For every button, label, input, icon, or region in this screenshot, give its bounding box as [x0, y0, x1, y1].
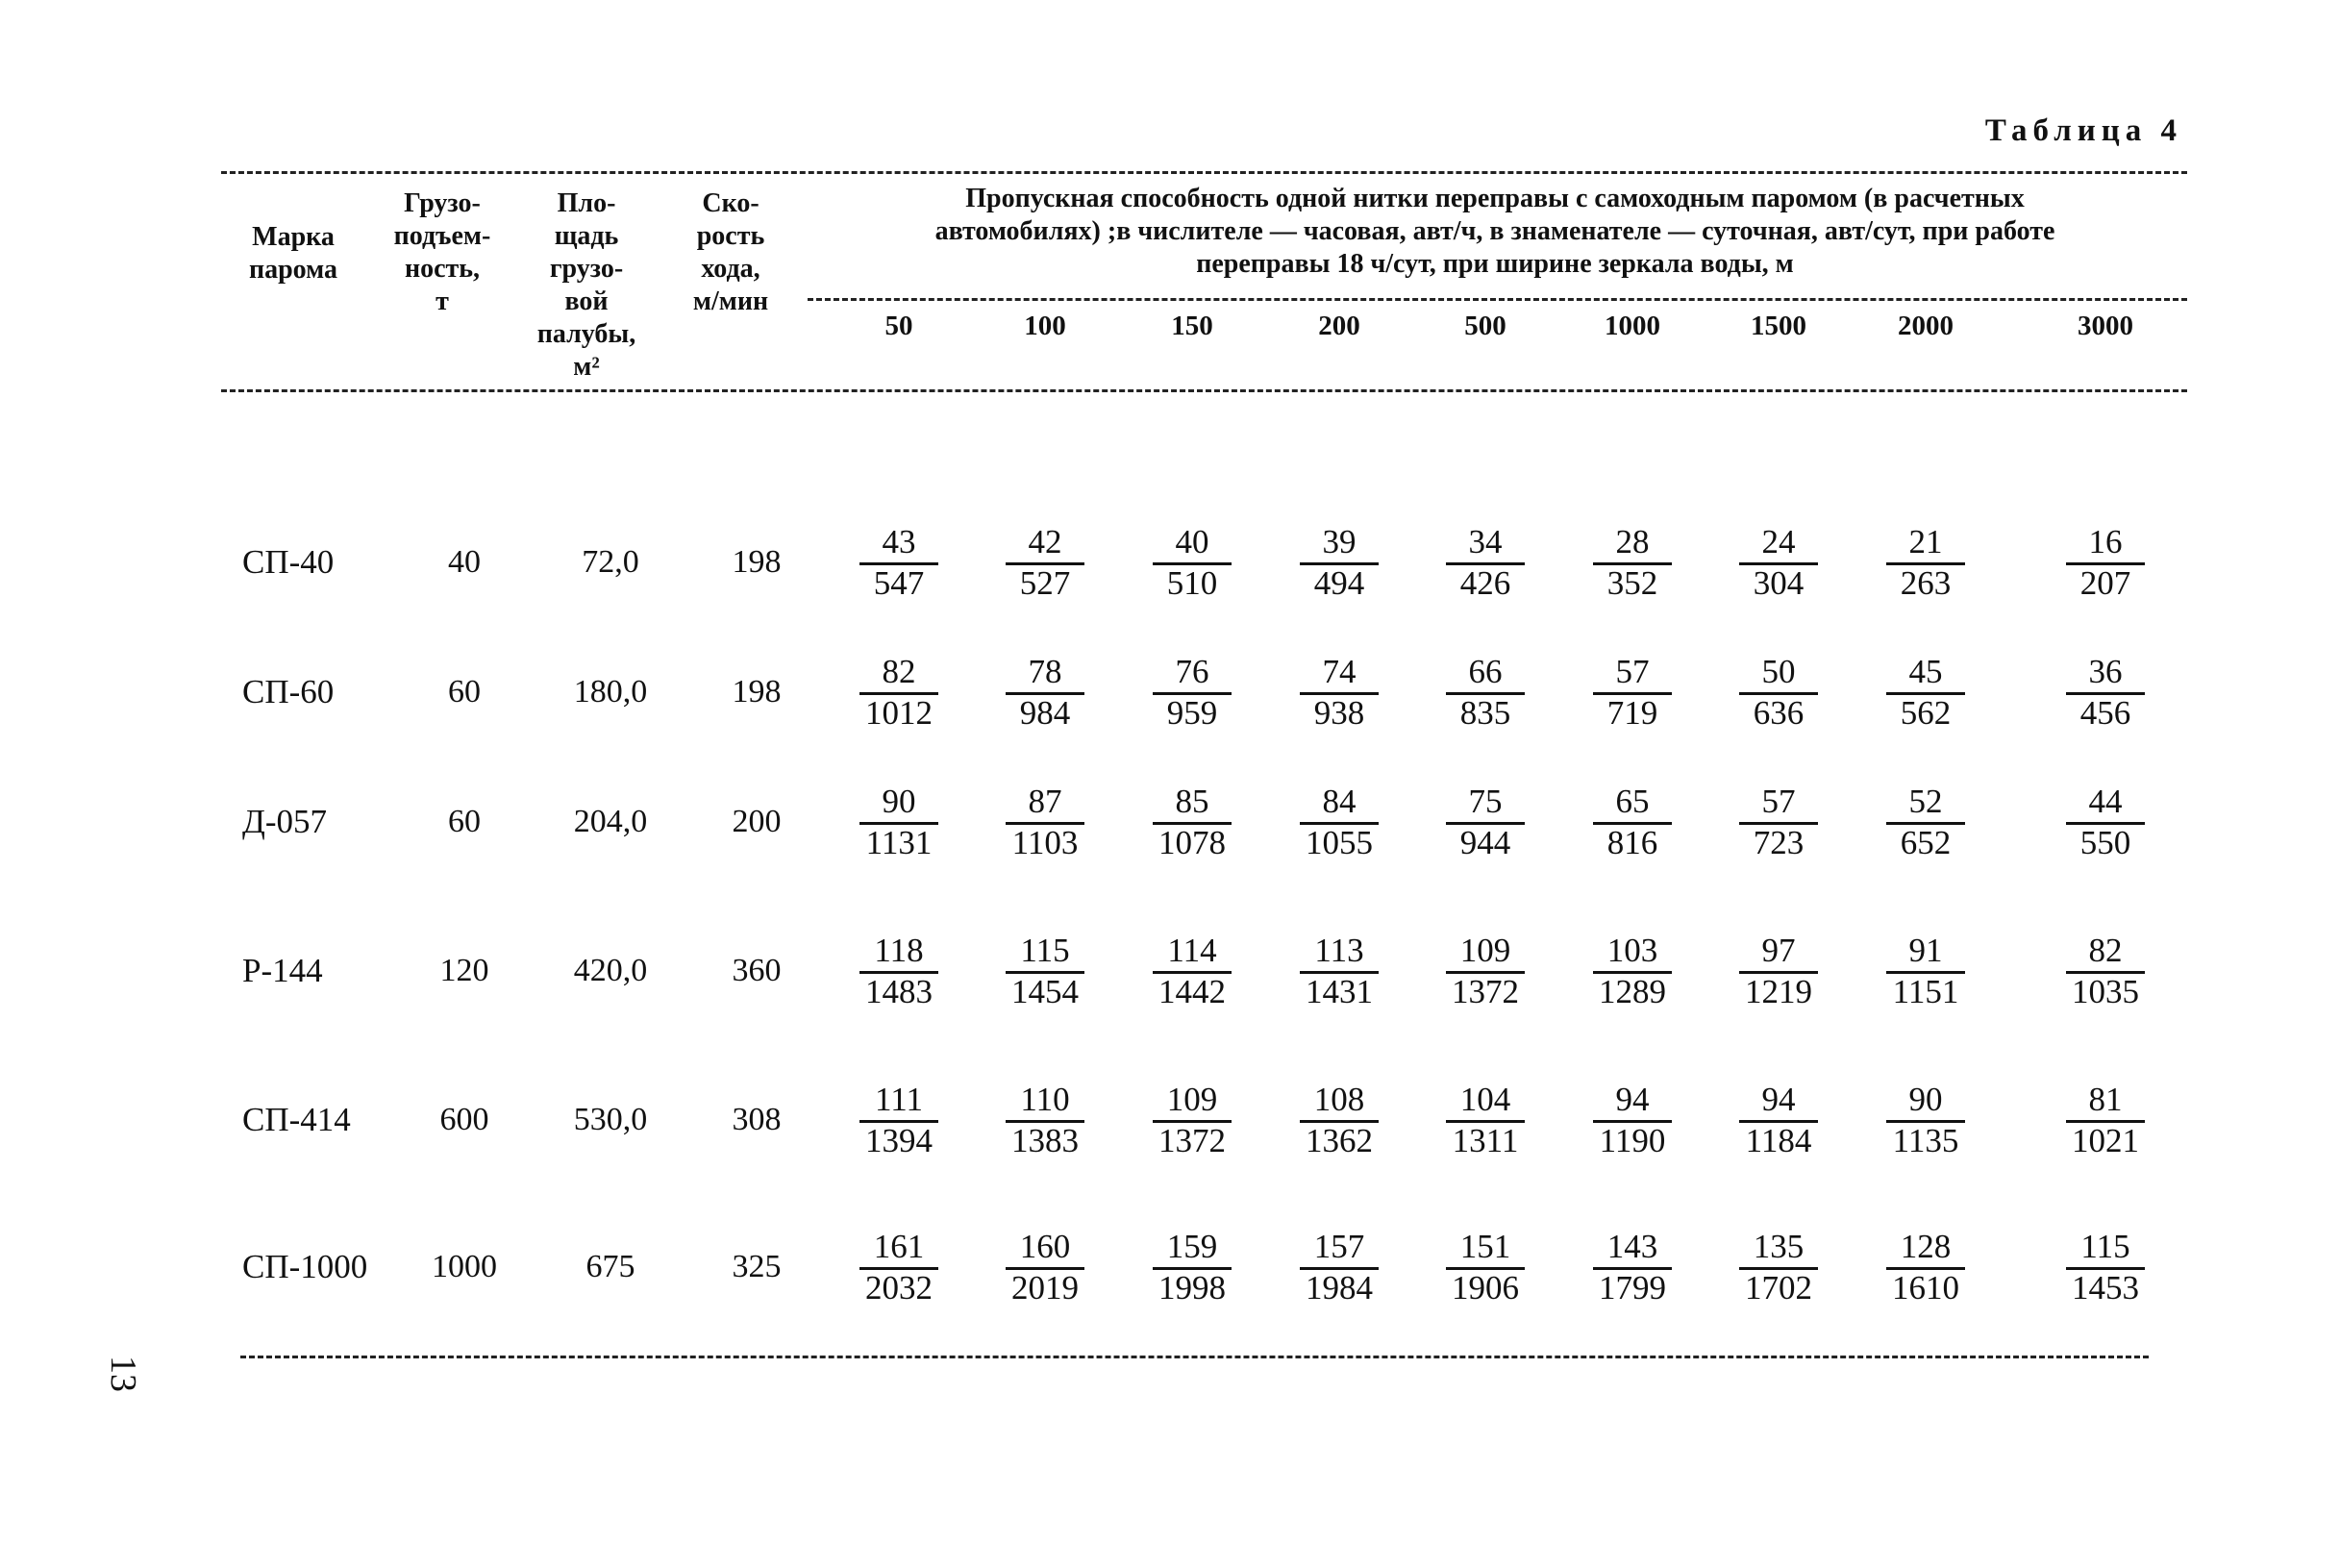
row-brand: Д-057	[242, 803, 328, 840]
width-header: 50	[884, 311, 913, 341]
hourly-value: 52	[1908, 783, 1943, 820]
throughput-fraction	[1272, 784, 1406, 861]
hourly-value: 135	[1753, 1228, 1805, 1265]
throughput-fraction	[978, 524, 1112, 602]
header-deck-area-line: грузо-	[549, 254, 624, 284]
row-speed: 325	[732, 1249, 782, 1284]
throughput-fraction	[1418, 524, 1553, 602]
daily-value: 719	[1593, 692, 1672, 732]
hourly-value: 82	[2088, 932, 2123, 969]
daily-value: 304	[1739, 562, 1818, 602]
daily-value: 1012	[859, 692, 938, 732]
header-brand-line: Марка	[252, 222, 335, 252]
hourly-value: 115	[2080, 1228, 2130, 1265]
hourly-value: 90	[1908, 1081, 1943, 1118]
throughput-fraction	[1565, 933, 1700, 1010]
row-speed: 360	[732, 953, 782, 988]
daily-value: 1394	[859, 1120, 938, 1159]
header-deck-area-line: палубы,	[536, 319, 636, 349]
daily-value: 1984	[1300, 1267, 1379, 1307]
hourly-value: 90	[882, 783, 916, 820]
daily-value: 944	[1446, 822, 1525, 861]
throughput-fraction	[1858, 1229, 1993, 1307]
header-sub-rule	[808, 298, 2187, 301]
throughput-fraction	[1125, 933, 1259, 1010]
daily-value: 1372	[1153, 1120, 1232, 1159]
width-header: 3000	[2078, 311, 2133, 341]
daily-value: 1372	[1446, 971, 1525, 1010]
daily-value: 527	[1006, 562, 1084, 602]
header-capacity-line: т	[436, 286, 449, 316]
row-brand: Р-144	[242, 952, 323, 989]
hourly-value: 45	[1908, 653, 1943, 690]
hourly-value: 43	[882, 523, 916, 560]
throughput-fraction	[1711, 1082, 1846, 1159]
daily-value: 510	[1153, 562, 1232, 602]
throughput-fraction	[978, 654, 1112, 732]
throughput-fraction	[1565, 1082, 1700, 1159]
hourly-value: 157	[1313, 1228, 1365, 1265]
daily-value: 1289	[1593, 971, 1672, 1010]
hourly-value: 85	[1175, 783, 1209, 820]
daily-value: 1311	[1446, 1120, 1525, 1159]
hourly-value: 40	[1175, 523, 1209, 560]
hourly-value: 97	[1761, 932, 1796, 969]
header-capacity-line: подъем-	[393, 221, 491, 251]
hourly-value: 34	[1468, 523, 1503, 560]
hourly-value: 57	[1615, 653, 1650, 690]
daily-value: 562	[1886, 692, 1965, 732]
throughput-fraction	[1711, 933, 1846, 1010]
daily-value: 207	[2066, 562, 2145, 602]
daily-value: 984	[1006, 692, 1084, 732]
width-header: 1000	[1605, 311, 1660, 341]
daily-value: 1610	[1886, 1267, 1965, 1307]
daily-value: 1021	[2066, 1120, 2145, 1159]
daily-value: 1702	[1739, 1267, 1818, 1307]
daily-value: 1906	[1446, 1267, 1525, 1307]
hourly-value: 115	[1020, 932, 1070, 969]
width-header: 100	[1024, 311, 1066, 341]
header-deck-area-line: м²	[573, 352, 600, 382]
header-throughput-line: автомобилях) ;в числителе — часовая, авт/ч, в знаменателе — суточная, авт/сут, при работе	[934, 216, 2055, 246]
daily-value: 1103	[1006, 822, 1084, 861]
throughput-fraction	[2038, 524, 2173, 602]
row-capacity: 60	[448, 804, 481, 839]
throughput-fraction	[832, 1229, 966, 1307]
hourly-value: 50	[1761, 653, 1796, 690]
throughput-fraction	[1272, 1229, 1406, 1307]
throughput-fraction	[832, 933, 966, 1010]
throughput-fraction	[1272, 654, 1406, 732]
hourly-value: 44	[2088, 783, 2123, 820]
hourly-value: 113	[1314, 932, 1364, 969]
throughput-fraction	[1565, 784, 1700, 861]
daily-value: 352	[1593, 562, 1672, 602]
hourly-value: 109	[1459, 932, 1511, 969]
hourly-value: 78	[1028, 653, 1062, 690]
row-area: 420,0	[573, 953, 648, 988]
daily-value: 1453	[2066, 1267, 2145, 1307]
row-brand: СП-414	[242, 1101, 351, 1138]
header-speed-line: м/мин	[692, 286, 769, 316]
daily-value: 959	[1153, 692, 1232, 732]
throughput-fraction	[978, 933, 1112, 1010]
daily-value: 636	[1739, 692, 1818, 732]
table-label: Таблица 4	[1984, 113, 2182, 148]
hourly-value: 109	[1166, 1081, 1218, 1118]
daily-value: 816	[1593, 822, 1672, 861]
throughput-fraction	[1858, 933, 1993, 1010]
row-speed: 308	[732, 1102, 782, 1137]
row-brand: СП-40	[242, 543, 335, 581]
throughput-fraction	[832, 524, 966, 602]
daily-value: 1131	[859, 822, 938, 861]
row-area: 530,0	[573, 1102, 648, 1137]
daily-value: 1442	[1153, 971, 1232, 1010]
throughput-fraction	[1272, 524, 1406, 602]
header-brand-line: парома	[248, 255, 338, 285]
daily-value: 1454	[1006, 971, 1084, 1010]
throughput-fraction	[1858, 1082, 1993, 1159]
hourly-value: 151	[1459, 1228, 1511, 1265]
header-throughput-line: переправы 18 ч/сут, при ширине зеркала воды, м	[1196, 249, 1794, 279]
hourly-value: 66	[1468, 653, 1503, 690]
header-deck-area-line: Пло-	[557, 188, 616, 218]
throughput-fraction	[2038, 654, 2173, 732]
throughput-fraction	[1272, 933, 1406, 1010]
hourly-value: 16	[2088, 523, 2123, 560]
throughput-fraction	[2038, 784, 2173, 861]
daily-value: 2019	[1006, 1267, 1084, 1307]
header-throughput	[803, 183, 2187, 281]
header-speed-line: Ско-	[702, 188, 759, 218]
hourly-value: 103	[1606, 932, 1658, 969]
hourly-value: 94	[1615, 1081, 1650, 1118]
hourly-value: 94	[1761, 1081, 1796, 1118]
width-header: 1500	[1751, 311, 1806, 341]
hourly-value: 128	[1900, 1228, 1952, 1265]
header-deck-area-line: щадь	[554, 221, 619, 251]
daily-value: 547	[859, 562, 938, 602]
throughput-fraction	[978, 1082, 1112, 1159]
daily-value: 550	[2066, 822, 2145, 861]
header-bottom-rule	[221, 389, 2187, 392]
header-speed	[673, 187, 788, 318]
daily-value: 835	[1446, 692, 1525, 732]
header-capacity	[380, 187, 505, 318]
throughput-fraction	[832, 1082, 966, 1159]
hourly-value: 118	[874, 932, 924, 969]
daily-value: 1431	[1300, 971, 1379, 1010]
throughput-fraction	[1858, 524, 1993, 602]
daily-value: 1055	[1300, 822, 1379, 861]
hourly-value: 76	[1175, 653, 1209, 690]
throughput-fraction	[1418, 1229, 1553, 1307]
width-header: 2000	[1898, 311, 1954, 341]
daily-value: 1078	[1153, 822, 1232, 861]
hourly-value: 21	[1908, 523, 1943, 560]
header-deck-area-line: вой	[564, 286, 609, 316]
table-bottom-rule	[240, 1356, 2149, 1358]
throughput-fraction	[978, 1229, 1112, 1307]
hourly-value: 36	[2088, 653, 2123, 690]
row-area: 675	[585, 1249, 635, 1284]
hourly-value: 65	[1615, 783, 1650, 820]
width-header: 500	[1464, 311, 1506, 341]
top-rule	[221, 171, 2187, 174]
throughput-fraction	[1418, 1082, 1553, 1159]
daily-value: 938	[1300, 692, 1379, 732]
throughput-fraction	[1125, 1082, 1259, 1159]
hourly-value: 82	[882, 653, 916, 690]
row-capacity: 40	[448, 544, 481, 580]
hourly-value: 24	[1761, 523, 1796, 560]
throughput-fraction	[1125, 654, 1259, 732]
daily-value: 1190	[1593, 1120, 1672, 1159]
throughput-fraction	[1418, 654, 1553, 732]
daily-value: 1035	[2066, 971, 2145, 1010]
hourly-value: 84	[1322, 783, 1357, 820]
hourly-value: 74	[1322, 653, 1357, 690]
daily-value: 1799	[1593, 1267, 1672, 1307]
throughput-fraction	[1125, 1229, 1259, 1307]
throughput-fraction	[1125, 784, 1259, 861]
throughput-fraction	[2038, 1229, 2173, 1307]
throughput-fraction	[1565, 524, 1700, 602]
daily-value: 652	[1886, 822, 1965, 861]
header-deck-area	[519, 187, 654, 384]
hourly-value: 143	[1606, 1228, 1658, 1265]
daily-value: 1483	[859, 971, 938, 1010]
width-header: 150	[1171, 311, 1213, 341]
throughput-fraction	[1565, 654, 1700, 732]
hourly-value: 104	[1459, 1081, 1511, 1118]
daily-value: 456	[2066, 692, 2145, 732]
hourly-value: 110	[1020, 1081, 1070, 1118]
throughput-fraction	[1125, 524, 1259, 602]
daily-value: 1998	[1153, 1267, 1232, 1307]
row-area: 180,0	[573, 674, 648, 709]
daily-value: 1383	[1006, 1120, 1084, 1159]
row-capacity: 60	[448, 674, 481, 709]
hourly-value: 87	[1028, 783, 1062, 820]
throughput-fraction	[832, 784, 966, 861]
hourly-value: 108	[1313, 1081, 1365, 1118]
page-number: 13	[103, 1356, 143, 1392]
throughput-fraction	[1858, 654, 1993, 732]
row-area: 72,0	[582, 544, 639, 580]
header-throughput-line: Пропускная способность одной нитки переправы с самоходным паромом (в расчетных	[965, 184, 2025, 213]
hourly-value: 91	[1908, 932, 1943, 969]
width-header: 200	[1318, 311, 1360, 341]
hourly-value: 75	[1468, 783, 1503, 820]
throughput-fraction	[1565, 1229, 1700, 1307]
daily-value: 1135	[1886, 1120, 1965, 1159]
hourly-value: 160	[1019, 1228, 1071, 1265]
row-speed: 198	[732, 674, 782, 709]
hourly-value: 81	[2088, 1081, 2123, 1118]
hourly-value: 114	[1167, 932, 1217, 969]
header-speed-line: хода,	[701, 254, 760, 284]
hourly-value: 159	[1166, 1228, 1218, 1265]
row-capacity: 600	[439, 1102, 489, 1137]
row-speed: 198	[732, 544, 782, 580]
daily-value: 263	[1886, 562, 1965, 602]
daily-value: 2032	[859, 1267, 938, 1307]
throughput-fraction	[1272, 1082, 1406, 1159]
throughput-fraction	[2038, 933, 2173, 1010]
daily-value: 1362	[1300, 1120, 1379, 1159]
header-brand	[231, 221, 356, 286]
throughput-fraction	[978, 784, 1112, 861]
header-capacity-line: ность,	[404, 254, 481, 284]
hourly-value: 28	[1615, 523, 1650, 560]
daily-value: 1219	[1739, 971, 1818, 1010]
throughput-fraction	[1858, 784, 1993, 861]
hourly-value: 39	[1322, 523, 1357, 560]
row-speed: 200	[732, 804, 782, 839]
throughput-fraction	[1418, 933, 1553, 1010]
hourly-value: 57	[1761, 783, 1796, 820]
throughput-fraction	[1711, 1229, 1846, 1307]
row-capacity: 1000	[432, 1249, 497, 1284]
daily-value: 426	[1446, 562, 1525, 602]
throughput-fraction	[1711, 784, 1846, 861]
row-brand: СП-1000	[242, 1248, 368, 1285]
header-capacity-line: Грузо-	[404, 188, 481, 218]
hourly-value: 42	[1028, 523, 1062, 560]
header-speed-line: рость	[696, 221, 765, 251]
throughput-fraction	[1418, 784, 1553, 861]
daily-value: 1184	[1739, 1120, 1818, 1159]
throughput-fraction	[832, 654, 966, 732]
hourly-value: 111	[875, 1081, 923, 1118]
row-capacity: 120	[439, 953, 489, 988]
daily-value: 723	[1739, 822, 1818, 861]
row-area: 204,0	[573, 804, 648, 839]
row-brand: СП-60	[242, 673, 335, 710]
throughput-fraction	[1711, 524, 1846, 602]
daily-value: 1151	[1886, 971, 1965, 1010]
throughput-fraction	[2038, 1082, 2173, 1159]
throughput-fraction	[1711, 654, 1846, 732]
daily-value: 494	[1300, 562, 1379, 602]
hourly-value: 161	[873, 1228, 925, 1265]
